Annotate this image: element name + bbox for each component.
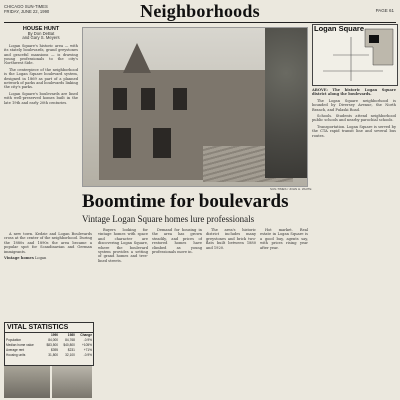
column-paragraph: The centerpiece of the neighborhood is the Logan Square boulevard system, designed in 1869 as part of a planned network of parks and boulevards linking the city's parks. xyxy=(4,67,78,90)
map-caption: ABOVE: The historic Logan Square district along the boulevards. xyxy=(312,88,396,97)
column-paragraph: Logan Square's boulevards are lined with well-preserved homes built in the late 19th and early 20th centuries. xyxy=(4,91,78,105)
article-column-2: Demand for housing in the area has grown steadily, and prices of restored homes have climbed as young professionals move in. xyxy=(152,228,202,255)
article-column-1: Buyers looking for vintage homes with space and character are discovering Logan Square, where the boulevard system provides a setting of grand homes and tree-lined streets. xyxy=(98,228,148,263)
table-row: Population 84,000 84,768 -0.9% xyxy=(6,338,92,343)
column-byline: By Don DeBat and Gary S. Meyers xyxy=(22,31,60,41)
table-header-row: 1990 1980 Change xyxy=(50,333,92,338)
section-title: Neighborhoods xyxy=(140,1,260,21)
column-paragraph: Transportation. Logan Square is served by the CTA rapid transit line and several bus routes. xyxy=(312,124,396,138)
house-hunt-column xyxy=(4,26,78,226)
paper-name: CHICAGO SUN-TIMES xyxy=(4,4,48,9)
article-column-4: Hot market. Real estate in Logan Square is a good buy, agents say, with prices rising year after year. xyxy=(260,228,308,250)
table-row: Average rent $395 $231 +71% xyxy=(6,347,92,352)
vital-statistics-box xyxy=(4,322,94,366)
vital-statistics-title: VITAL STATISTICS xyxy=(5,323,93,333)
house-photo xyxy=(82,27,308,187)
vital-statistics-table xyxy=(5,333,93,357)
article-headline: Boomtime for boulevards xyxy=(82,191,289,212)
column-subhead: Vintage homes Logan xyxy=(4,256,47,261)
issue-date: FRIDAY, JUNE 22, 1990 xyxy=(4,9,50,14)
column-paragraph: A new town. Kedzie and Logan Boulevards cross at the center of the neighborhood. During the 1880s and 1890s the area became a popular spot for Scandinavian and German immigrants. xyxy=(4,232,92,254)
page-number: PAGE 61 xyxy=(375,8,394,13)
column-kicker: HOUSE HUNT xyxy=(22,26,60,32)
article-deck: Vintage Logan Square homes lure professionals xyxy=(82,214,255,224)
table-row: Median home value $83,500 $40,800 +105% xyxy=(6,342,92,347)
locator-map xyxy=(312,24,398,86)
header-rule xyxy=(4,22,396,23)
table-row: Housing units 31,800 32,100 -0.9% xyxy=(6,352,92,357)
small-photo xyxy=(4,366,50,398)
article-column-3: The area's historic district includes many greystones and brick two-flats built between 1880 and 1920. xyxy=(206,228,256,250)
map-graphic xyxy=(313,25,397,85)
right-column xyxy=(312,88,396,398)
lower-left-column xyxy=(4,232,92,316)
photo-credit: SUN-TIMES / JOHN H. WHITE xyxy=(270,187,312,191)
column-paragraph: The Logan Square neighborhood is bounded by Diversey Avenue, the North Branch, and Pulaski Road. xyxy=(312,98,396,112)
small-photo xyxy=(52,366,92,398)
column-paragraph: Schools. Students attend neighborhood public schools and nearby parochial schools. xyxy=(312,114,396,123)
column-paragraph: Logan Square's historic area — with its stately boulevards, grand greystones and graceful mansions — is drawing young professionals to the city's Northwest Side. xyxy=(4,43,78,66)
map-title: Logan Square xyxy=(314,24,365,33)
